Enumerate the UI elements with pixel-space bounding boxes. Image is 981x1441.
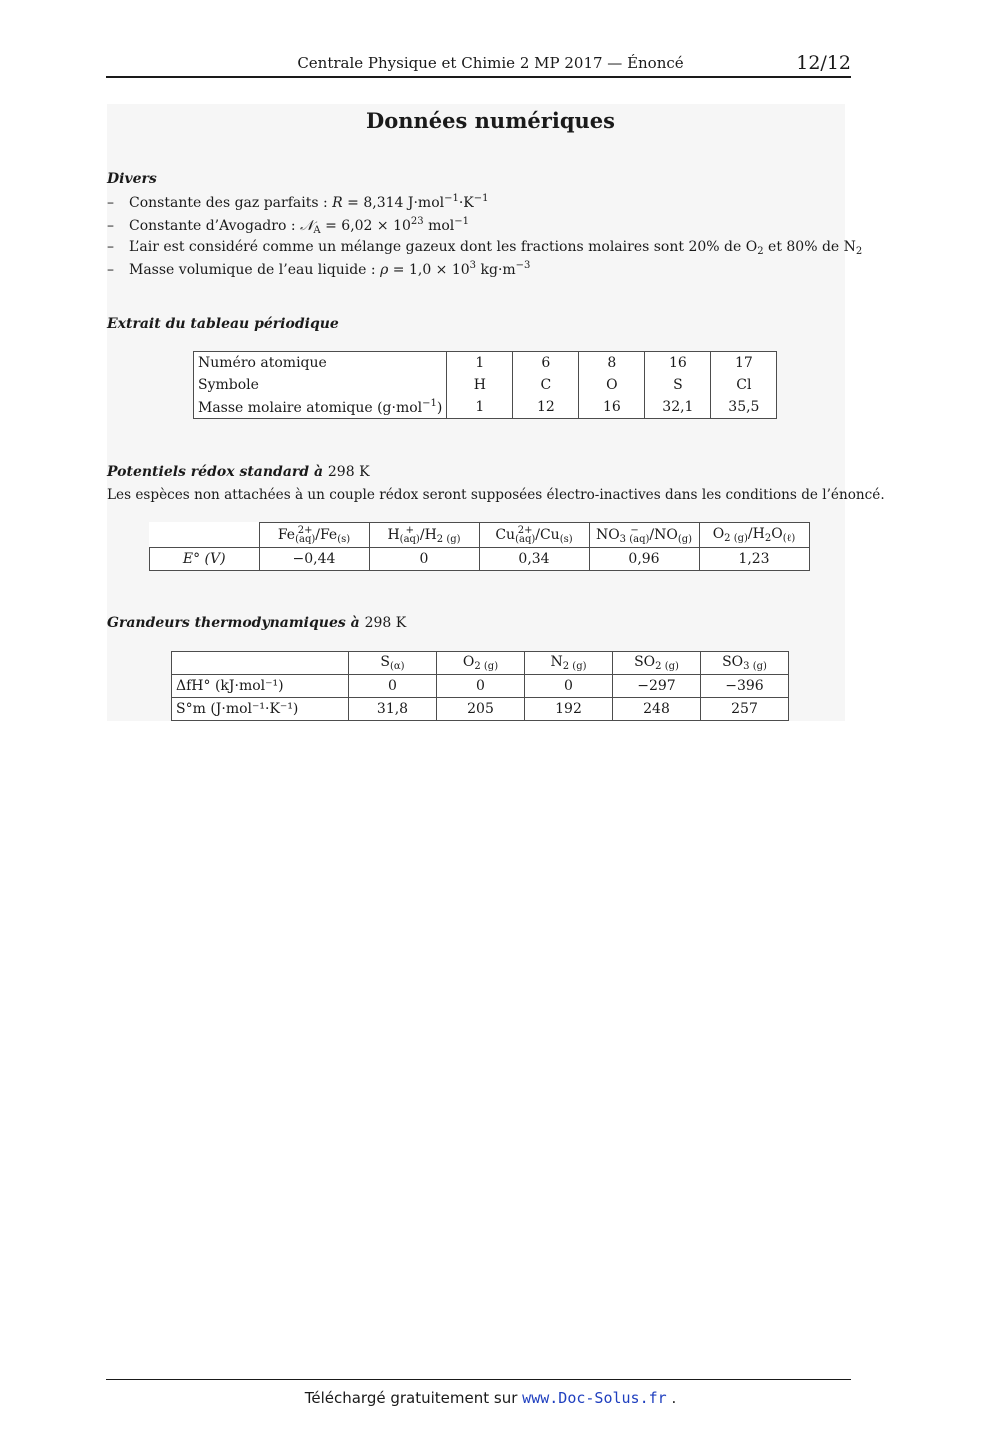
table-corner [172,652,349,675]
species-cell: $SO_{2 (g)}$ [613,652,701,675]
main-title: Données numériques [366,108,615,133]
table-cell: 248 [613,698,701,721]
table-corner [150,523,260,548]
table-cell: 1 [447,352,513,375]
row-label: S°m (J·mol⁻¹·K⁻¹) [172,698,349,721]
species-cell: $SO_{3 (g)}$ [701,652,789,675]
species-cell: $S_{(\alpha)}$ [349,652,437,675]
couple-cell: H + $(aq)/H_{2 (g)}$ [369,523,479,548]
row-label: ΔfH° (kJ·mol⁻¹) [172,675,349,698]
header-rule [106,76,851,78]
thermo-table [171,651,789,721]
table-cell: 0,96 [589,548,699,571]
couple-cell: $O_{2 (g)}/H_2O_{(\ell)}$ [699,523,809,548]
footer-link[interactable]: www.Doc-Solus.fr [522,1389,667,1407]
table-cell: 6 [513,352,579,375]
footer: Téléchargé gratuitement sur www.Doc-Solus.fr . [304,1389,677,1407]
couple-cell: NO − 3 $(aq)/NO_{(g)}$ [589,523,699,548]
table-cell: 16 [579,396,645,419]
divers-item-gas-constant: – Constante des gaz parfaits : R = 8,314 $J\cdot mol^{-1}\cdot K^{-1}$ [107,193,489,211]
table-cell: 12 [513,396,579,419]
table-cell: −0,44 [259,548,369,571]
table-cell: 31,8 [349,698,437,721]
table-row [150,548,810,571]
table-cell: 35,5 [711,396,777,419]
redox-table [149,522,810,571]
species-cell: $O_{2 (g)}$ [437,652,525,675]
table-cell: 0 [525,675,613,698]
table-row [194,396,777,419]
table-cell: C [513,374,579,396]
divers-item-water-density: – Masse volumique de l’eau liquide : $\rho = 1,0 \times 10^3$ $kg\cdot m^{-3}$ [107,260,531,278]
table-cell: 205 [437,698,525,721]
table-row [172,675,789,698]
table-cell: Cl [711,374,777,396]
table-cell: 8 [579,352,645,375]
divers-item-air-composition: – L’air est considéré comme un mélange gazeux dont les fractions molaires sont 20% de $O_2$ et 80% de $N_2$ [107,239,863,257]
table-cell: −396 [701,675,789,698]
table-cell: S [645,374,711,396]
row-label: Masse molaire atomique (g·mol$^{-1}$) [194,396,447,419]
table-cell: H [447,374,513,396]
section-redox-title: Potentiels rédox standard à 298 K [107,464,370,480]
footer-rule [106,1379,851,1380]
table-cell: 16 [645,352,711,375]
table-row [194,374,777,396]
table-row [194,352,777,375]
table-row [150,523,810,548]
row-label: Symbole [194,374,447,396]
table-cell: 0,34 [479,548,589,571]
table-cell: 17 [711,352,777,375]
table-cell: 32,1 [645,396,711,419]
section-thermo-title: Grandeurs thermodynamiques à 298 K [107,615,407,631]
species-cell: $N_{2 (g)}$ [525,652,613,675]
section-divers-title: Divers [107,171,157,187]
row-label: E° (V) [150,548,260,571]
section-periodic-title: Extrait du tableau périodique [107,316,339,332]
table-row [172,652,789,675]
couple-cell: Fe 2+ $(aq)/Fe_{(s)}$ [259,523,369,548]
divers-item-avogadro: – Constante d’Avogadro : 𝒩$_A$ = $6,02 \times 10^{23}$ mol$^{-1}$ [107,216,470,236]
header-title: Centrale Physique et Chimie 2 MP 2017 — Énoncé [297,54,684,72]
table-cell: 1,23 [699,548,809,571]
table-cell: 0 [349,675,437,698]
table-cell: O [579,374,645,396]
page-number: 12/12 [796,52,851,74]
table-cell: 0 [437,675,525,698]
table-cell: 192 [525,698,613,721]
table-cell: 0 [369,548,479,571]
redox-note: Les espèces non attachées à un couple rédox seront supposées électro-inactives dans les conditions de l’énoncé. [107,487,885,503]
table-row [172,698,789,721]
table-cell: −297 [613,675,701,698]
periodic-table [193,351,777,419]
row-label: Numéro atomique [194,352,447,375]
couple-cell: Cu 2+ $(aq)/Cu_{(s)}$ [479,523,589,548]
table-cell: 1 [447,396,513,419]
table-cell: 257 [701,698,789,721]
